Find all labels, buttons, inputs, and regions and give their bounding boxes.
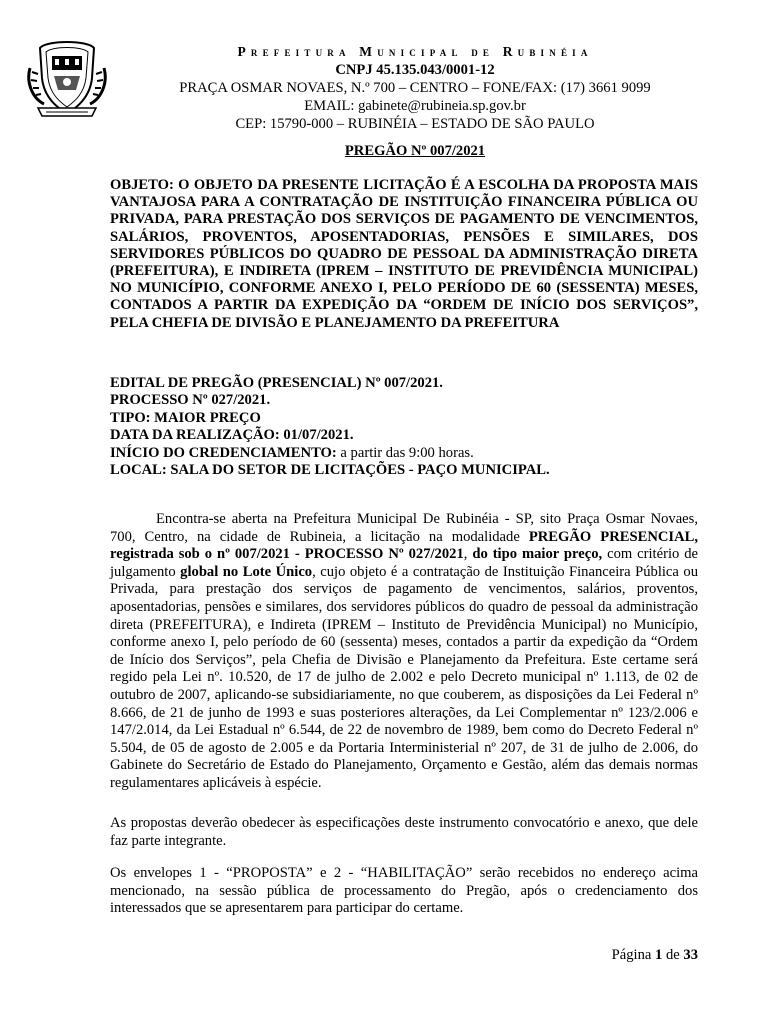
- objeto-paragraph: OBJETO: O OBJETO DA PRESENTE LICITAÇÃO É A ESCOLHA DA PROPOSTA MAIS VANTAJOSA PARA A CONTRATAÇÃO DE INSTITUIÇÃO FINANCEIRA PÚBLICA OU PRIVADA, PARA PRESTAÇÃO DOS SERVIÇOS DE PAGAMENTO DE VENCIMENTOS, SALÁRIOS, PROVENTOS, APOSENTADORIAS, PENSÕES E SIMILARES, DOS SERVIDORES PÚBLICOS DO QUADRO DE PESSOAL DA ADMINISTRAÇÃO DIRETA (PREFEITURA), E INDIRETA (IPREM – INSTITUTO DE PREVIDÊNCIA MUNICIPAL) NO MUNICÍPIO, CONFORME ANEXO I, PELO PERÍODO DE 60 (SESSENTA) MESES, CONTADOS A PARTIR DA EXPEDIÇÃO DA “ORDEM DE INÍCIO DOS SERVIÇOS”, PELA CHEFIA DE DIVISÃO E PLANEJAMENTO DA PREFEITURA: [110, 177, 698, 331]
- proposals-paragraph: As propostas deverão obedecer às especificações deste instrumento convocatório e anexo, que dele faz parte integrante.: [110, 815, 698, 849]
- intro-paragraph: [110, 511, 698, 793]
- intro-bold-1: PREGÃO PRESENCIAL, registrada sob o nº 007/2021 - PROCESSO Nº 027/2021: [110, 528, 698, 563]
- data-realizacao: DATA DA REALIZAÇÃO: 01/07/2021.: [110, 427, 354, 444]
- local: LOCAL: SALA DO SETOR DE LICITAÇÕES - PAÇO MUNICIPAL.: [110, 462, 550, 479]
- intro-text-3: com critério de julgamento: [110, 546, 699, 580]
- pregao-title: PREGÃO Nº 007/2021: [344, 143, 486, 159]
- page-total: 33: [683, 947, 698, 963]
- credenciamento-label: INÍCIO DO CREDENCIAMENTO:: [110, 444, 337, 461]
- page-prefix: Página: [611, 947, 656, 963]
- intro-text-2: ,: [463, 546, 473, 563]
- edital-number: EDITAL DE PREGÃO (PRESENCIAL) Nº 007/2021.: [110, 375, 443, 391]
- address: PRAÇA OSMAR NOVAES, N.º 700 – CENTRO – FONE/FAX: (17) 3661 9099: [179, 80, 651, 96]
- credenciamento-value: a partir das 9:00 horas.: [336, 444, 474, 461]
- intro-bold-3: global no Lote Único: [180, 563, 313, 580]
- inicio-credenciamento: [110, 445, 698, 462]
- municipality-title: Prefeitura Municipal de Rubinéia: [237, 44, 593, 59]
- edital-summary: [110, 375, 698, 479]
- intro-bold-2: do tipo maior preço,: [472, 546, 603, 563]
- letterhead: [110, 42, 720, 133]
- cnpj: CNPJ 45.135.043/0001-12: [335, 62, 495, 78]
- intro-text-1: Encontra-se aberta na Prefeitura Municipal De Rubinéia - SP, sito Praça Osmar Novaes, 700, Centro, na cidade de Rubineia, a licitação na modalidade: [110, 511, 698, 545]
- envelopes-paragraph: Os envelopes 1 - “PROPOSTA” e 2 - “HABILITAÇÃO” serão recebidos no endereço acima mencionado, na sessão pública de processamento do Pregão, após o credenciamento dos interessados que se apresentarem para participar do certame.: [110, 865, 698, 917]
- email: EMAIL: gabinete@rubineia.sp.gov.br: [304, 98, 526, 114]
- tipo: TIPO: MAIOR PREÇO: [110, 409, 261, 426]
- page-number: [612, 947, 698, 964]
- processo-number: PROCESSO Nº 027/2021.: [110, 392, 271, 409]
- cep: CEP: 15790-000 – RUBINÉIA – ESTADO DE SÃO PAULO: [235, 116, 595, 132]
- page-separator: de: [662, 947, 684, 963]
- intro-text-4: , cujo objeto é a contratação de Instituição Financeira Pública ou Privada, para prestação dos serviços de pagamento de vencimentos, salários, proventos, aposentadorias, pensões e similares, dos servidores públicos do quadro de pessoal da administração direta (PREFEITURA), e Indireta (IPREM – Instituto de Previdência Municipal) no Município, conforme anexo I, pelo período de 60 (sessenta) meses, contados a partir da expedição da “Ordem de Início dos Serviços”, pela Chefia de Divisão e Planejamento da Prefeitura. Este certame será regido pela Lei nº. 10.520, de 17 de julho de 2.002 e pelo Decreto municipal nº 1.113, de 02 de outubro de 2007, aplicando-se subsidiariamente, no que couberem, as disposições da Lei Federal nº 8.666, de 21 de junho de 1993 e suas posteriores alterações, da Lei Complementar nº 123/2.006 e 147/2.014, da Lei Estadual nº 6.544, de 22 de novembro de 1989, bem como do Decreto Federal nº 5.504, de 05 de agosto de 2.005 e da Portaria Interministerial nº 207, de 31 de julho de 2.006, do Gabinete do Secretário de Estado do Planejamento, Orçamento e Gestão, além das demais normas regulamentares aplicáveis à espécie.: [110, 563, 698, 791]
- page-current: 1: [655, 947, 663, 963]
- municipal-seal-icon: [26, 38, 108, 120]
